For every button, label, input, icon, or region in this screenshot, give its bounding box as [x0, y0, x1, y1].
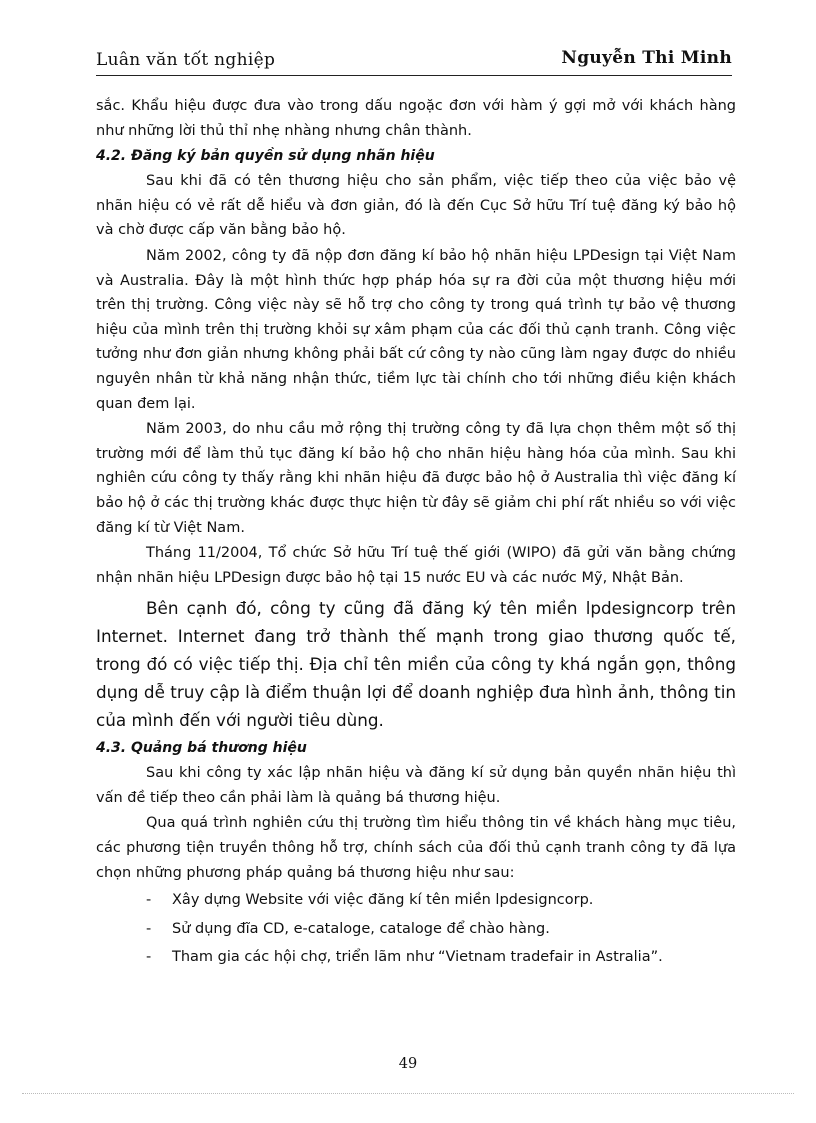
bullet-dash: - [146, 892, 152, 909]
document-body [96, 94, 736, 972]
paragraph-registration-intro: Sau khi đã có tên thương hiệu cho sản phẩm, việc tiếp theo của việc bảo vệ nhãn hiệu có vẻ rất dễ hiểu và đơn giản, đó là đến Cục Sở hữu Trí tuệ đăng ký bảo hộ và chờ được cấp văn bằng bảo hộ. [96, 173, 736, 239]
paragraph-2002-registration: Năm 2002, công ty đã nộp đơn đăng kí bảo hộ nhãn hiệu LPDesign tại Việt Nam và Australia. Đây là một hình thức hợp pháp hóa sự ra đời của một thương hiệu mới trên thị trường. Công việc này sẽ hỗ trợ cho công ty trong quá trình tự bảo vệ thương hiệu của mình trên thị trường khỏi sự xâm phạm của các đối thủ cạnh tranh. Công việc tưởng như đơn giản nhưng không phải bất cứ công ty nào cũng làm ngay được do nhiều nguyên nhân từ khả năng nhận thức, tiềm lực tài chính cho tới những điều kiện khách quan đem lại. [96, 247, 736, 412]
list-item-text: Sử dụng đĩa CD, e-cataloge, cataloge để chào hàng. [172, 920, 550, 937]
list-item-text: Xây dựng Website với việc đăng kí tên miền lpdesigncorp. [172, 892, 594, 909]
header-author-name: Nguyễn Thi Minh [561, 48, 732, 68]
section-heading-4-3: 4.3. Quảng bá thương hiệu [96, 740, 307, 757]
paragraph-brand-promotion-intro: Sau khi công ty xác lập nhãn hiệu và đăng kí sử dụng bản quyền nhãn hiệu thì vấn đề tiếp theo cần phải làm là quảng bá thương hiệu. [96, 765, 736, 806]
paragraph-2003-expansion: Năm 2003, do nhu cầu mở rộng thị trường công ty đã lựa chọn thêm một số thị trường mới để làm thủ tục đăng kí bảo hộ cho nhãn hiệu hàng hóa của mình. Sau khi nghiên cứu công ty thấy rằng khi nhãn hiệu đã được bảo hộ ở Australia thì việc đăng kí bảo hộ ở các thị trường khác được thực hiện từ đây sẽ giảm chi phí rất nhiều so với việc đăng kí từ Việt Nam. [96, 421, 736, 536]
bullet-dash: - [146, 920, 152, 937]
paragraph-wipo-certificate: Tháng 11/2004, Tổ chức Sở hữu Trí tuệ thế giới (WIPO) đã gửi văn bằng chứng nhận nhãn hiệu LPDesign được bảo hộ tại 15 nước EU và các nước Mỹ, Nhật Bản. [96, 545, 736, 586]
list-item [96, 915, 736, 944]
page-header [96, 46, 732, 72]
paragraph-research-methods: Qua quá trình nghiên cứu thị trường tìm hiểu thông tin về khách hàng mục tiêu, các phương tiện truyền thông hỗ trợ, chính sách của đối thủ cạnh tranh công ty đã lựa chọn những phương pháp quảng bá thương hiệu như sau: [96, 815, 736, 881]
header-divider [96, 75, 732, 76]
paragraph-slogan: sắc. Khẩu hiệu được đưa vào trong dấu ngoặc đơn với hàm ý gợi mở với khách hàng như những lời thủ thỉ nhẹ nhàng nhưng chân thành. [96, 98, 736, 139]
header-thesis-title: Luân văn tốt nghiệp [96, 50, 276, 70]
list-item-text: Tham gia các hội chợ, triển lãm như “Vietnam tradefair in Astralia”. [172, 949, 663, 966]
page-bottom-edge [22, 1093, 794, 1094]
list-item [96, 886, 736, 915]
promotion-method-list [96, 886, 736, 972]
bullet-dash: - [146, 949, 152, 966]
section-heading-4-2: 4.2. Đăng ký bản quyền sử dụng nhãn hiệu [96, 148, 435, 165]
page-number: 49 [398, 1056, 418, 1072]
paragraph-domain-name: Bên cạnh đó, công ty cũng đã đăng ký tên miền lpdesigncorp trên Internet. Internet đang trở thành thế mạnh trong giao thương quốc tế, trong đó có việc tiếp thị. Địa chỉ tên miền của công ty khá ngắn gọn, thông dụng dễ truy cập là điểm thuận lợi để doanh nghiệp đưa hình ảnh, thông tin của mình đến với người tiêu dùng. [96, 598, 736, 731]
list-item [96, 943, 736, 972]
